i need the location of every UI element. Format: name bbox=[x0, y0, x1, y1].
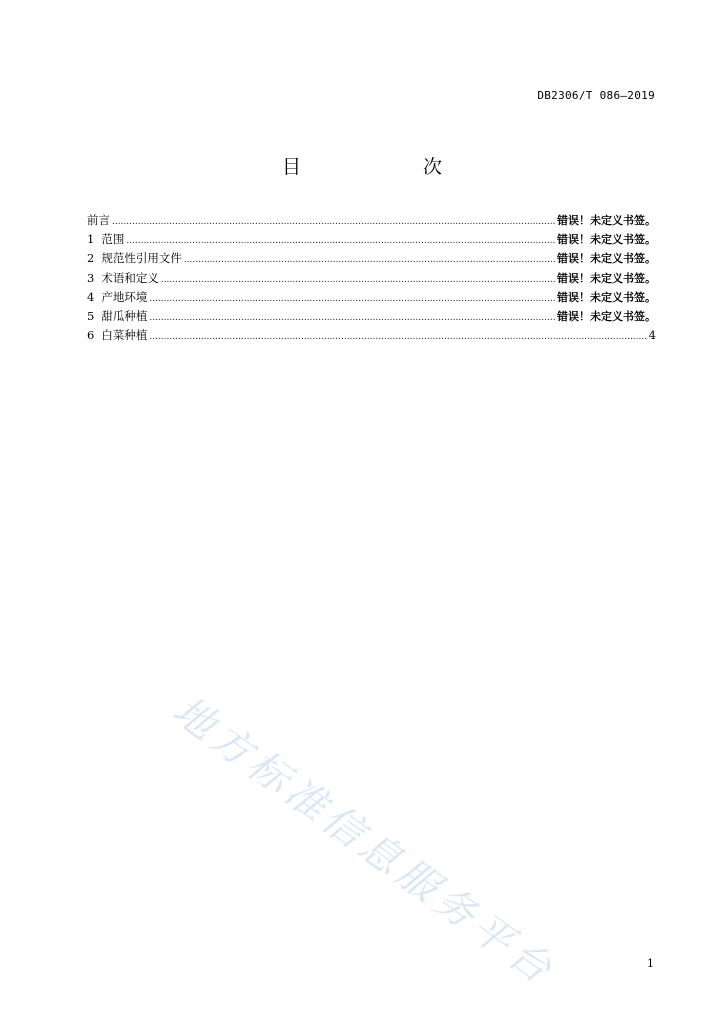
toc-entry-page: 错误！未定义书签。 bbox=[557, 252, 656, 266]
toc-entry-number: 1 bbox=[87, 232, 95, 247]
toc-entry-number: 3 bbox=[87, 270, 95, 285]
dot-leader bbox=[161, 269, 555, 288]
dot-leader bbox=[149, 288, 555, 307]
toc-entry-label: 范围 bbox=[101, 232, 125, 247]
page-title: 目 次 bbox=[281, 156, 470, 178]
toc-entry-page: 错误！未定义书签。 bbox=[557, 214, 656, 227]
toc-entry-label: 白菜种植 bbox=[101, 328, 148, 343]
table-of-contents bbox=[87, 211, 656, 345]
toc-entry-page: 错误！未定义书签。 bbox=[557, 309, 656, 323]
toc-entry-page: 错误！未定义书签。 bbox=[557, 233, 656, 247]
dot-leader bbox=[149, 326, 646, 345]
toc-entry[interactable] bbox=[87, 269, 656, 288]
toc-entry-page: 4 bbox=[648, 328, 656, 343]
toc-entry-number: 6 bbox=[87, 328, 95, 343]
toc-entry-label: 术语和定义 bbox=[101, 270, 159, 285]
toc-entry-label: 前言 bbox=[87, 213, 110, 227]
toc-entry[interactable] bbox=[87, 307, 656, 326]
toc-entry-number: 5 bbox=[87, 308, 95, 323]
toc-entry-page: 错误！未定义书签。 bbox=[557, 290, 656, 304]
toc-entry[interactable] bbox=[87, 326, 656, 345]
toc-entry[interactable] bbox=[87, 211, 656, 230]
dot-leader bbox=[149, 307, 555, 326]
watermark-text: 地方标准信息服务平台 bbox=[164, 687, 564, 996]
document-code: DB2306/T 086—2019 bbox=[537, 89, 655, 102]
toc-entry-label: 规范性引用文件 bbox=[101, 251, 182, 266]
toc-entry-number: 2 bbox=[87, 251, 95, 266]
dot-leader bbox=[126, 230, 555, 249]
toc-entry-number: 4 bbox=[87, 289, 95, 304]
toc-entry-label: 甜瓜种植 bbox=[101, 308, 148, 323]
dot-leader bbox=[184, 249, 555, 268]
toc-entry[interactable] bbox=[87, 288, 656, 307]
toc-entry-page: 错误！未定义书签。 bbox=[557, 271, 656, 285]
toc-entry[interactable] bbox=[87, 249, 656, 268]
toc-entry[interactable] bbox=[87, 230, 656, 249]
toc-entry-label: 产地环境 bbox=[101, 289, 148, 304]
page-number: 1 bbox=[647, 957, 654, 970]
dot-leader bbox=[112, 211, 555, 230]
